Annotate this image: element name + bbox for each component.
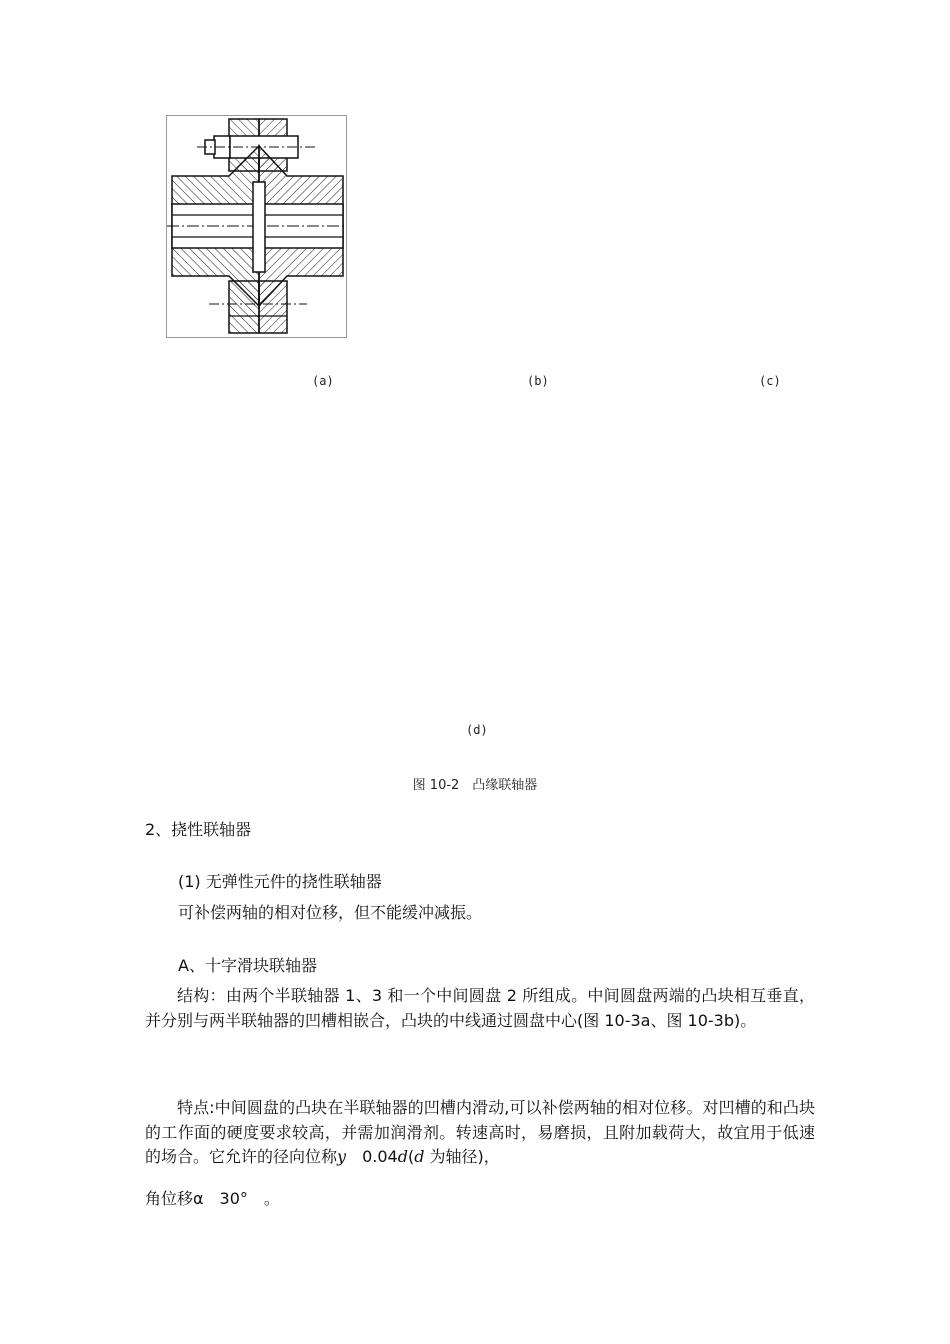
features-paragraph xyxy=(145,1096,815,1170)
subfigure-label-d: (d) xyxy=(466,723,488,737)
structure-paragraph xyxy=(145,984,815,1033)
angular-displacement-line: 角位移α 30° 。 xyxy=(145,1189,280,1208)
features-text xyxy=(145,1096,815,1170)
subfigure-label-a: (a) xyxy=(312,374,334,388)
left-flange-bottom xyxy=(229,281,259,333)
paren-open: ( xyxy=(407,1147,415,1166)
structure-text: 结构：由两个半联轴器 1、3 和一个中间圆盘 2 所组成。中间圆盘两端的凸块相互垂直，并分别与两半联轴器的凹槽相嵌合，凸块的中线通过圆盘中心(图 10-3a、图 10-3b)。 xyxy=(145,986,815,1030)
right-flange-bottom xyxy=(259,281,287,333)
var-y: y xyxy=(337,1147,347,1166)
figure-caption: 图 10-2 凸缘联轴器 xyxy=(412,778,538,793)
features-value: 0.04 xyxy=(346,1147,398,1166)
intro-line: 可补偿两轴的相对位移，但不能缓冲减振。 xyxy=(178,903,483,922)
var-d-axis: d xyxy=(414,1147,425,1166)
var-d: d xyxy=(397,1147,408,1166)
center-spigot xyxy=(253,182,265,272)
flange-coupling-section-drawing xyxy=(167,116,346,337)
subfigure-label-c: (c) xyxy=(759,374,781,388)
features-text-part1: 特点:中间圆盘的凸块在半联轴器的凹槽内滑动,可以补偿两轴的相对位移。对凹槽的和凸块的工作面的硬度要求较高，并需加润滑剂。转速高时，易磨损，且附加载荷大，故宜用于低速的场合。它允许的径向位称 xyxy=(145,1098,815,1166)
item-heading: A、十字滑块联轴器 xyxy=(178,956,317,975)
subfigure-label-b: (b) xyxy=(527,374,549,388)
coupling-drawing-a xyxy=(166,115,347,338)
section-heading: 2、挠性联轴器 xyxy=(145,820,252,839)
subsection-heading: (1) 无弹性元件的挠性联轴器 xyxy=(178,872,382,891)
paren-rest: 为轴径)， xyxy=(424,1147,500,1166)
